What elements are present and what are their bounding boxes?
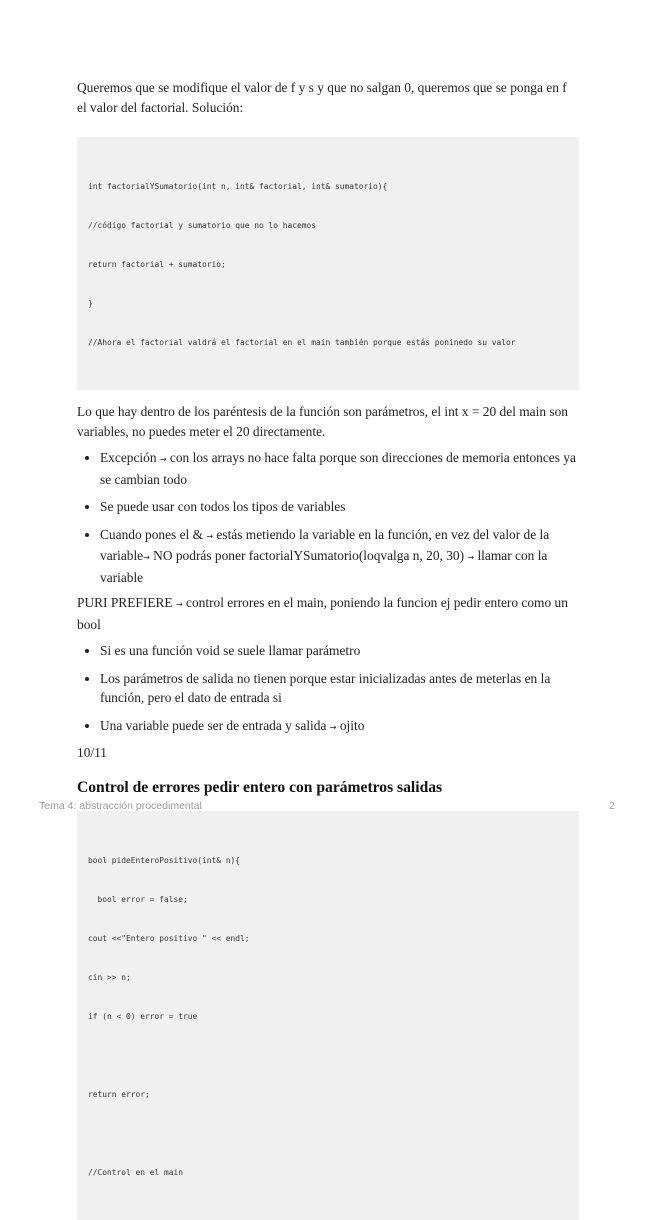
code-line: if (n < 0) error = true — [88, 1011, 198, 1021]
code-line: bool error = false; — [88, 894, 188, 904]
footer-title: Tema 4: abstracción procedimental — [39, 800, 202, 812]
arrow-icon: → — [329, 722, 337, 732]
parameters-paragraph: Lo que hay dentro de los paréntesis de la función son parámetros, el int x = 20 del main son variables, no puedes meter el 20 directamente. — [77, 404, 568, 439]
bullet-list-parameters — [77, 448, 579, 587]
code-block-pide-entero — [77, 811, 579, 1220]
list-item: Se puede usar con todos los tipos de variables — [100, 497, 579, 517]
bullet-list-output-params — [77, 641, 579, 737]
code-line: int factorialYSumatorio(int n, int& factorial, int& sumatorio){ — [88, 182, 388, 191]
code-line — [88, 1127, 568, 1140]
section-heading: Control de errores pedir entero con parámetros salidas — [77, 778, 443, 796]
list-item: Una variable puede ser de entrada y salida → ojito — [100, 716, 579, 738]
code-line: cin >> n; — [88, 972, 131, 982]
document-body — [77, 78, 579, 1220]
code-line: //Control en el main — [88, 1167, 184, 1177]
code-line: //código factorial y sumatorio que no lo hacemos — [88, 221, 317, 230]
code-line: bool pideEnteroPositivo(int& n){ — [88, 855, 241, 865]
code-line: return error; — [88, 1089, 150, 1099]
code-line — [88, 1049, 568, 1062]
code-line: //Ahora el factorial valdrá el factorial en el main también porque estás poninedo su valor — [88, 338, 516, 347]
puri-paragraph: PURI PREFIERE → control errores en el main, poniendo la funcion ej pedir entero como un bool — [77, 595, 568, 632]
arrow-icon: → — [206, 531, 214, 541]
arrow-icon: → — [175, 600, 183, 609]
list-item: Los parámetros de salida no tienen porque estar inicializadas antes de meterlas en la función, pero el dato de entrada si — [100, 669, 579, 708]
page-number: 2 — [609, 800, 615, 812]
list-item: Excepción → con los arrays no hace falta porque son direcciones de memoria entonces ya se cambian todo — [100, 448, 579, 489]
arrow-icon: → — [467, 553, 475, 562]
code-line: return factorial + sumatorio; — [88, 260, 226, 269]
arrow-icon: → — [143, 553, 150, 562]
date-label: 10/11 — [77, 745, 108, 760]
list-item: Si es una función void se suele llamar parámetro — [100, 641, 579, 661]
code-line: } — [88, 299, 93, 308]
code-block-factorial — [77, 137, 579, 390]
list-item: Cuando pones el & → estás metiendo la variable en la función, en vez del valor de la variable→ NO podrás poner factorialYSumatorio(loqvalga n, 20, 30) → llamar con la variable — [100, 525, 579, 588]
arrow-icon: → — [159, 455, 167, 464]
intro-paragraph: Queremos que se modifique el valor de f y s y que no salgan 0, queremos que se ponga en f el valor del factorial. Solución: — [77, 80, 567, 115]
code-line: cout <<"Entero positivo " << endl; — [88, 933, 250, 943]
